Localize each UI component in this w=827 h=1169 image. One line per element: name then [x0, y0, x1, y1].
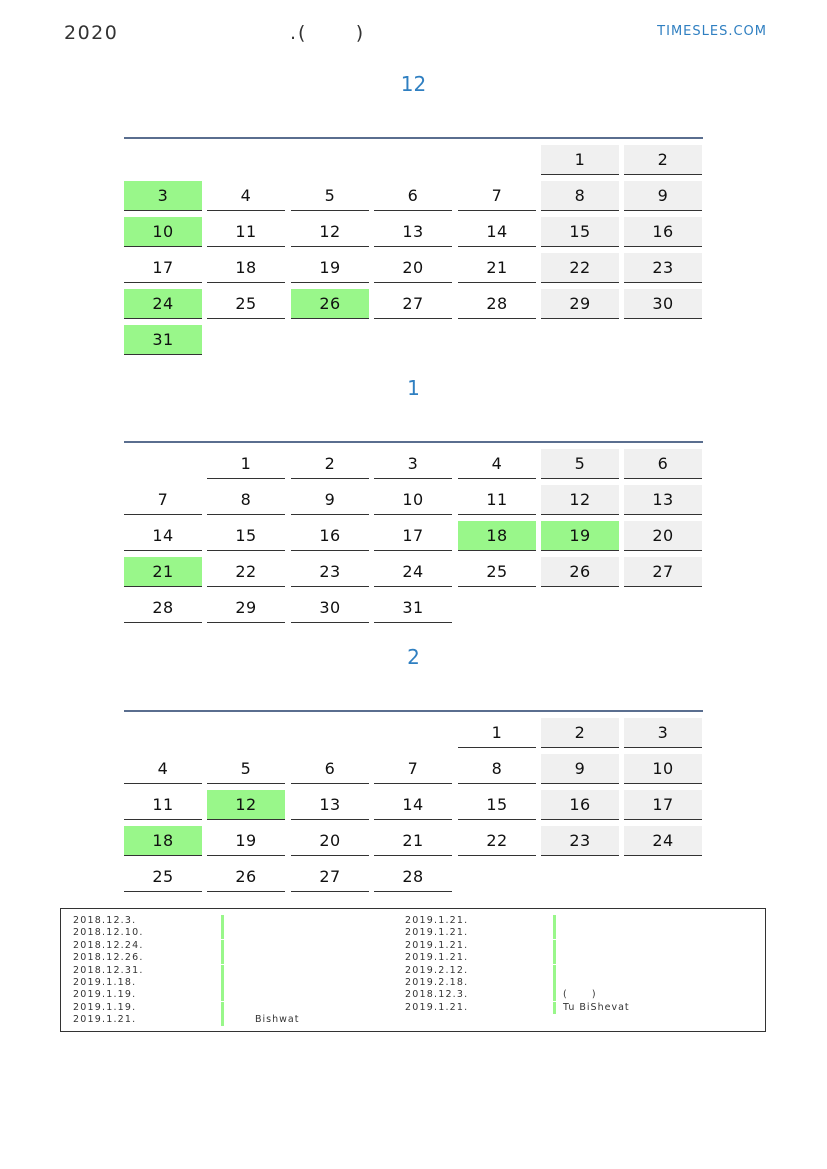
calendar-day: 13	[624, 485, 702, 515]
calendar-day: 27	[291, 862, 369, 892]
legend-color-bar	[221, 1014, 224, 1026]
calendar-day: 21	[374, 826, 452, 856]
calendar-day: 19	[541, 521, 619, 551]
calendar-day: 18	[207, 253, 285, 283]
calendar-day: 11	[124, 790, 202, 820]
legend-color-bar	[221, 965, 224, 977]
calendar-day: 4	[458, 449, 536, 479]
calendar-day: 29	[207, 593, 285, 623]
calendar-day: 15	[541, 217, 619, 247]
calendar-day: 27	[624, 557, 702, 587]
legend-date: 2018.12.31.	[73, 964, 144, 976]
calendar-day: 29	[541, 289, 619, 319]
calendar-day: 11	[458, 485, 536, 515]
calendar-day: 6	[374, 181, 452, 211]
calendar-day: 10	[624, 754, 702, 784]
calendar-day: 30	[624, 289, 702, 319]
legend-color-bar	[553, 989, 556, 1001]
legend-date: 2019.1.21.	[405, 927, 469, 939]
calendar-day: 26	[291, 289, 369, 319]
legend-date: 2018.12.26.	[73, 952, 144, 964]
calendar-day: 8	[458, 754, 536, 784]
calendar-day: 31	[124, 325, 202, 355]
legend-color-bar	[221, 952, 224, 964]
calendar-day: 12	[291, 217, 369, 247]
legend-color-bar	[221, 940, 224, 952]
legend-color-bar	[221, 927, 224, 939]
calendar-day: 30	[291, 593, 369, 623]
legend-color-bar	[553, 1002, 556, 1014]
legend-holiday-name: ( )	[563, 989, 597, 1001]
legend-date: 2019.1.21.	[73, 1014, 137, 1026]
calendar-day: 28	[374, 862, 452, 892]
calendar-day: 3	[374, 449, 452, 479]
legend-color-bar	[221, 977, 224, 989]
calendar-day: 16	[291, 521, 369, 551]
legend-date: 2018.12.3.	[405, 989, 469, 1001]
calendar-day: 3	[624, 718, 702, 748]
legend-date: 2018.12.3.	[73, 915, 137, 926]
calendar-day: 1	[541, 145, 619, 175]
site-name[interactable]: TIMESLES.COM	[657, 24, 767, 39]
legend-color-bar	[221, 1002, 224, 1014]
calendar-day: 16	[541, 790, 619, 820]
legend-date: 2019.1.18.	[73, 977, 137, 988]
calendar-day: 14	[374, 790, 452, 820]
calendar-day: 24	[374, 557, 452, 587]
calendar-day: 6	[624, 449, 702, 479]
calendar-day: 16	[624, 217, 702, 247]
calendar-day: 2	[291, 449, 369, 479]
calendar-day: 10	[374, 485, 452, 515]
month-title-january: 1	[407, 376, 420, 400]
legend-color-bar	[553, 927, 556, 939]
legend-color-bar	[553, 952, 556, 964]
calendar-day: 1	[207, 449, 285, 479]
legend-date: 2019.1.21.	[405, 952, 469, 964]
calendar-day: 13	[374, 217, 452, 247]
calendar-day: 10	[124, 217, 202, 247]
calendar-day: 14	[458, 217, 536, 247]
calendar-day: 3	[124, 181, 202, 211]
calendar-day: 4	[124, 754, 202, 784]
calendar-day: 5	[207, 754, 285, 784]
calendar-day: 20	[624, 521, 702, 551]
calendar-december	[124, 137, 703, 349]
calendar-day: 18	[458, 521, 536, 551]
calendar-day: 12	[541, 485, 619, 515]
calendar-day: 9	[624, 181, 702, 211]
calendar-day: 5	[541, 449, 619, 479]
calendar-day: 7	[458, 181, 536, 211]
calendar-day: 11	[207, 217, 285, 247]
legend-holiday-name: Tu BiShevat	[563, 1001, 630, 1013]
calendar-day: 2	[624, 145, 702, 175]
legend-holiday-name: Bishwat	[255, 1014, 300, 1026]
legend-date: 2018.12.10.	[73, 927, 144, 939]
calendar-day: 20	[291, 826, 369, 856]
calendar-day: 25	[458, 557, 536, 587]
document-title-fragment: .( )	[290, 22, 366, 44]
legend-date: 2019.1.21.	[405, 1001, 469, 1013]
calendar-day: 23	[541, 826, 619, 856]
calendar-january	[124, 441, 703, 617]
calendar-day: 4	[207, 181, 285, 211]
calendar-day: 31	[374, 593, 452, 623]
calendar-day: 15	[458, 790, 536, 820]
calendar-day: 17	[374, 521, 452, 551]
calendar-day: 14	[124, 521, 202, 551]
holiday-legend	[60, 908, 766, 1032]
legend-date: 2019.1.19.	[73, 1001, 137, 1013]
calendar-day: 1	[458, 718, 536, 748]
calendar-day: 26	[541, 557, 619, 587]
calendar-day: 25	[124, 862, 202, 892]
calendar-day: 27	[374, 289, 452, 319]
calendar-day: 17	[124, 253, 202, 283]
calendar-day: 22	[458, 826, 536, 856]
calendar-day: 21	[124, 557, 202, 587]
legend-date: 2019.1.19.	[73, 989, 137, 1001]
calendar-day: 25	[207, 289, 285, 319]
calendar-day: 22	[541, 253, 619, 283]
calendar-day: 22	[207, 557, 285, 587]
calendar-day: 5	[291, 181, 369, 211]
calendar-day: 9	[541, 754, 619, 784]
calendar-day: 18	[124, 826, 202, 856]
legend-date: 2019.1.21.	[405, 939, 469, 951]
calendar-day: 19	[291, 253, 369, 283]
document-year: 2020	[64, 22, 119, 44]
calendar-day: 21	[458, 253, 536, 283]
legend-color-bar	[553, 965, 556, 977]
calendar-february	[124, 710, 703, 886]
legend-color-bar	[553, 915, 556, 927]
calendar-day: 2	[541, 718, 619, 748]
calendar-day: 12	[207, 790, 285, 820]
legend-color-bar	[221, 989, 224, 1001]
legend-date: 2019.2.18.	[405, 977, 469, 988]
calendar-day: 23	[624, 253, 702, 283]
calendar-day: 20	[374, 253, 452, 283]
calendar-day: 13	[291, 790, 369, 820]
calendar-day: 7	[124, 485, 202, 515]
calendar-day: 19	[207, 826, 285, 856]
calendar-day: 24	[124, 289, 202, 319]
month-title-february: 2	[407, 645, 420, 669]
month-title-december: 12	[400, 72, 427, 96]
calendar-day: 15	[207, 521, 285, 551]
legend-color-bar	[221, 915, 224, 927]
calendar-day: 28	[458, 289, 536, 319]
calendar-day: 23	[291, 557, 369, 587]
legend-color-bar	[553, 940, 556, 952]
calendar-day: 28	[124, 593, 202, 623]
legend-date: 2018.12.24.	[73, 939, 144, 951]
calendar-day: 26	[207, 862, 285, 892]
calendar-day: 8	[207, 485, 285, 515]
calendar-day: 7	[374, 754, 452, 784]
calendar-day: 24	[624, 826, 702, 856]
legend-date: 2019.2.12.	[405, 964, 469, 976]
calendar-day: 6	[291, 754, 369, 784]
calendar-day: 17	[624, 790, 702, 820]
legend-color-bar	[553, 977, 556, 989]
legend-date: 2019.1.21.	[405, 915, 469, 926]
calendar-day: 8	[541, 181, 619, 211]
calendar-day: 9	[291, 485, 369, 515]
